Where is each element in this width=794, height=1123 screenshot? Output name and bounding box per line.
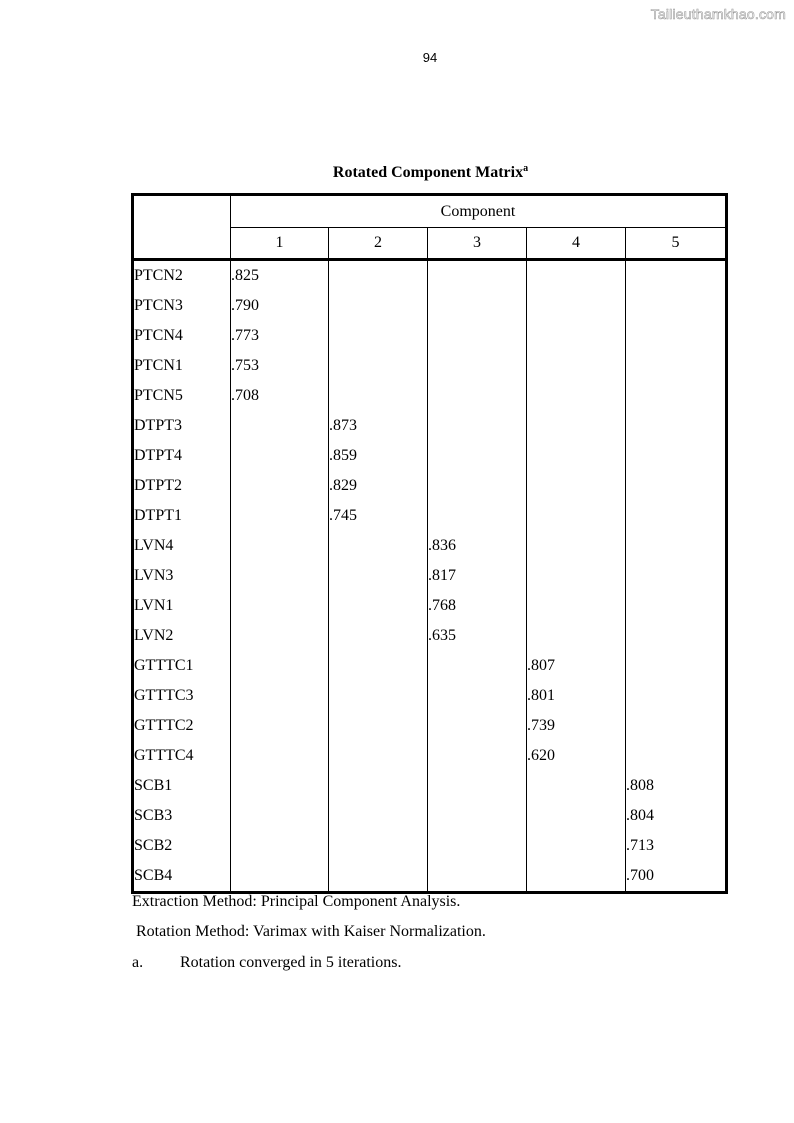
table-row (133, 471, 727, 501)
row-label: SCB4 (133, 861, 231, 893)
table-title (132, 164, 729, 182)
loading-cell (428, 771, 527, 801)
loading-cell: .753 (231, 351, 329, 381)
loading-cell: .825 (231, 260, 329, 292)
loading-cell (329, 531, 428, 561)
component-number: 4 (527, 228, 626, 260)
table-row (133, 321, 727, 351)
loading-cell (527, 591, 626, 621)
loading-cell (626, 591, 727, 621)
row-label: PTCN1 (133, 351, 231, 381)
loading-cell: .859 (329, 441, 428, 471)
row-label: PTCN4 (133, 321, 231, 351)
loading-cell (428, 441, 527, 471)
table-row (133, 291, 727, 321)
table-title-text: Rotated Component Matrix (332, 164, 524, 181)
loading-cell (231, 651, 329, 681)
loading-cell (329, 771, 428, 801)
table-row (133, 561, 727, 591)
table-row (133, 501, 727, 531)
loading-cell: .836 (428, 531, 527, 561)
loading-cell (626, 260, 727, 292)
component-number: 1 (231, 228, 329, 260)
table-row (133, 411, 727, 441)
loading-cell (329, 861, 428, 893)
stub-header-cell (133, 195, 231, 260)
loading-cell (329, 381, 428, 411)
loading-cell (626, 531, 727, 561)
note-text: Rotation converged in 5 iterations. (180, 954, 402, 971)
loading-cell: .773 (231, 321, 329, 351)
loading-cell (626, 561, 727, 591)
loading-cell (527, 531, 626, 561)
table-row (133, 351, 727, 381)
loading-cell (527, 351, 626, 381)
loading-cell (527, 260, 626, 292)
loading-cell (527, 861, 626, 893)
loading-cell (428, 711, 527, 741)
loading-cell: .817 (428, 561, 527, 591)
loading-cell (626, 681, 727, 711)
row-label: DTPT2 (133, 471, 231, 501)
table-row (133, 861, 727, 893)
page-number: 94 (422, 50, 438, 65)
loading-cell (527, 561, 626, 591)
loading-cell (527, 621, 626, 651)
loading-cell: .739 (527, 711, 626, 741)
extraction-method-note: Extraction Method: Principal Component Analysis. (132, 893, 461, 910)
matrix-body (133, 195, 727, 893)
loading-cell: .808 (626, 771, 727, 801)
row-label: DTPT1 (133, 501, 231, 531)
loading-cell (428, 741, 527, 771)
loading-cell (329, 291, 428, 321)
convergence-note (132, 954, 401, 972)
loading-cell (329, 801, 428, 831)
loading-cell (231, 411, 329, 441)
loading-cell (527, 831, 626, 861)
loading-cell (231, 801, 329, 831)
loading-cell (626, 621, 727, 651)
loading-cell (231, 621, 329, 651)
loading-cell (527, 411, 626, 441)
loading-cell (329, 561, 428, 591)
loading-cell (527, 501, 626, 531)
loading-cell (527, 441, 626, 471)
loading-cell (231, 681, 329, 711)
loading-cell: .713 (626, 831, 727, 861)
table-row (133, 621, 727, 651)
rotation-method-note: Rotation Method: Varimax with Kaiser Normalization. (136, 923, 486, 940)
row-label: PTCN3 (133, 291, 231, 321)
loading-cell (527, 321, 626, 351)
header-row-component (133, 195, 727, 228)
row-label: DTPT4 (133, 441, 231, 471)
row-label: DTPT3 (133, 411, 231, 441)
row-label: GTTTC2 (133, 711, 231, 741)
row-label: GTTTC1 (133, 651, 231, 681)
loading-cell (329, 831, 428, 861)
table-row (133, 531, 727, 561)
loading-cell (329, 651, 428, 681)
loading-cell (231, 441, 329, 471)
loading-cell (231, 471, 329, 501)
loading-cell: .745 (329, 501, 428, 531)
loading-cell (329, 681, 428, 711)
loading-cell (428, 260, 527, 292)
loading-cell: .708 (231, 381, 329, 411)
loading-cell (231, 501, 329, 531)
loading-cell (428, 831, 527, 861)
loading-cell (428, 861, 527, 893)
loading-cell (626, 741, 727, 771)
loading-cell (626, 321, 727, 351)
loading-cell (626, 441, 727, 471)
loading-cell (329, 741, 428, 771)
loading-cell: .807 (527, 651, 626, 681)
loading-cell (527, 381, 626, 411)
loading-cell (428, 681, 527, 711)
loading-cell (428, 351, 527, 381)
table-row (133, 831, 727, 861)
loading-cell (527, 771, 626, 801)
loading-cell (527, 291, 626, 321)
watermark-text: Tailieuthamkhao.com (650, 6, 786, 22)
loading-cell (329, 711, 428, 741)
loading-cell (329, 351, 428, 381)
loading-cell (428, 381, 527, 411)
loading-cell (231, 531, 329, 561)
row-label: LVN4 (133, 531, 231, 561)
loading-cell (329, 321, 428, 351)
table-row (133, 711, 727, 741)
loading-cell: .620 (527, 741, 626, 771)
component-number: 5 (626, 228, 727, 260)
component-number: 3 (428, 228, 527, 260)
table-row (133, 741, 727, 771)
note-marker: a. (132, 954, 144, 971)
row-label: PTCN2 (133, 260, 231, 292)
loading-cell (329, 621, 428, 651)
loading-cell (428, 411, 527, 441)
loading-cell (626, 501, 727, 531)
loading-cell (231, 561, 329, 591)
row-label: SCB2 (133, 831, 231, 861)
loading-cell (626, 711, 727, 741)
component-number: 2 (329, 228, 428, 260)
component-header: Component (231, 195, 727, 228)
loading-cell (428, 471, 527, 501)
loading-cell (428, 651, 527, 681)
loading-cell (626, 411, 727, 441)
loading-cell (231, 741, 329, 771)
loading-cell (626, 651, 727, 681)
row-label: LVN1 (133, 591, 231, 621)
loading-cell (231, 861, 329, 893)
table-row (133, 381, 727, 411)
loading-cell: .873 (329, 411, 428, 441)
loading-cell (329, 260, 428, 292)
row-label: GTTTC3 (133, 681, 231, 711)
loading-cell: .700 (626, 861, 727, 893)
loading-cell (428, 501, 527, 531)
loading-cell (428, 291, 527, 321)
table-row (133, 771, 727, 801)
table-row (133, 260, 727, 292)
table-title-superscript: a (523, 163, 529, 174)
row-label: LVN3 (133, 561, 231, 591)
rotated-component-matrix-table (131, 193, 728, 894)
loading-cell (231, 831, 329, 861)
loading-cell: .804 (626, 801, 727, 831)
loading-cell (527, 801, 626, 831)
loading-cell (626, 351, 727, 381)
table-row (133, 801, 727, 831)
loading-cell (428, 321, 527, 351)
loading-cell: .801 (527, 681, 626, 711)
loading-cell: .790 (231, 291, 329, 321)
loading-cell (329, 591, 428, 621)
table-row (133, 591, 727, 621)
loading-cell (231, 591, 329, 621)
loading-cell (626, 291, 727, 321)
table-row (133, 681, 727, 711)
loading-cell: .768 (428, 591, 527, 621)
table-row (133, 441, 727, 471)
row-label: PTCN5 (133, 381, 231, 411)
loading-cell (527, 471, 626, 501)
row-label: GTTTC4 (133, 741, 231, 771)
loading-cell: .635 (428, 621, 527, 651)
row-label: LVN2 (133, 621, 231, 651)
loading-cell (428, 801, 527, 831)
loading-cell (231, 711, 329, 741)
loading-cell: .829 (329, 471, 428, 501)
table-row (133, 651, 727, 681)
loading-cell (626, 381, 727, 411)
row-label: SCB1 (133, 771, 231, 801)
loading-cell (626, 471, 727, 501)
loading-cell (231, 771, 329, 801)
row-label: SCB3 (133, 801, 231, 831)
